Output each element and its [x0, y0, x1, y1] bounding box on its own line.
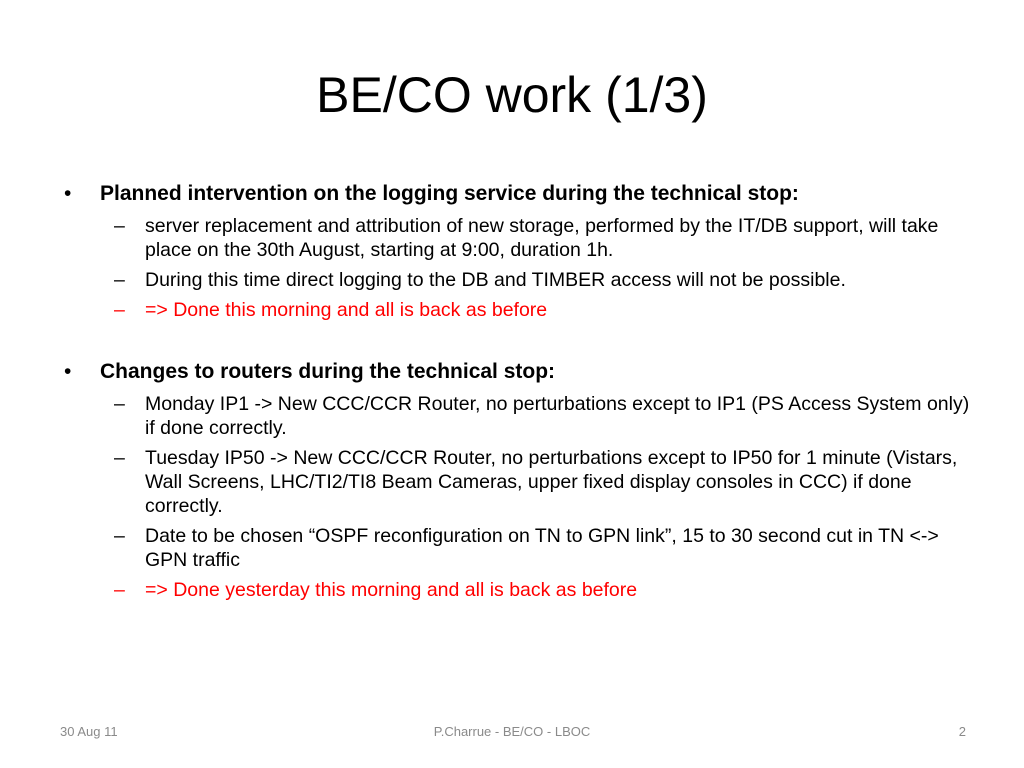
sub-item-text: server replacement and attribution of new storage, performed by the IT/DB support, will take place on the 30th August, starting at 9:00, duration 1h. [145, 215, 939, 261]
sub-item [60, 392, 970, 440]
sub-item [60, 524, 970, 572]
section-routers [60, 358, 970, 602]
sub-item-text: Tuesday IP50 -> New CCC/CCR Router, no perturbations except to IP50 for 1 minute (Vistars, Wall Screens, LHC/TI2/TI8 Beam Cameras, upper fixed display consoles in CCC) if done correctly. [145, 447, 958, 517]
bullet-heading [60, 358, 970, 386]
sub-item-status [60, 298, 970, 322]
slide-title: BE/CO work (1/3) [316, 67, 708, 123]
footer-date: 30 Aug 11 [60, 724, 118, 739]
sub-dash: – [114, 299, 125, 321]
sub-item-text: Monday IP1 -> New CCC/CCR Router, no perturbations except to IP1 (PS Access System only) if done correctly. [145, 393, 970, 439]
sub-dash: – [114, 269, 125, 291]
bullet-heading [60, 180, 970, 208]
sub-dash: – [114, 447, 125, 469]
sub-item [60, 268, 970, 292]
sub-dash: – [114, 393, 125, 415]
sub-item-text: => Done this morning and all is back as before [145, 299, 548, 321]
bullet-marker: • [64, 182, 72, 205]
sub-list [60, 214, 970, 322]
bullet-marker: • [64, 360, 72, 383]
page-number: 2 [958, 724, 966, 739]
sub-item [60, 446, 970, 518]
sub-dash: – [114, 525, 125, 547]
sub-item-text: => Done yesterday this morning and all is back as before [145, 579, 638, 601]
footer-author: P.Charrue - BE/CO - LBOC [433, 724, 591, 739]
sub-item-text: Date to be chosen “OSPF reconfiguration on TN to GPN link”, 15 to 30 second cut in TN <-> GPN traffic [145, 525, 939, 571]
sub-item-status [60, 578, 970, 602]
bullet-heading-text: Changes to routers during the technical stop: [100, 360, 556, 383]
sub-list [60, 392, 970, 602]
sub-dash: – [114, 215, 125, 237]
sub-dash: – [114, 579, 125, 601]
sub-item-text: During this time direct logging to the DB and TIMBER access will not be possible. [145, 269, 846, 291]
sub-item [60, 214, 970, 262]
bullet-heading-text: Planned intervention on the logging service during the technical stop: [100, 182, 799, 205]
section-logging-service [60, 180, 970, 322]
slide-content [60, 180, 970, 602]
